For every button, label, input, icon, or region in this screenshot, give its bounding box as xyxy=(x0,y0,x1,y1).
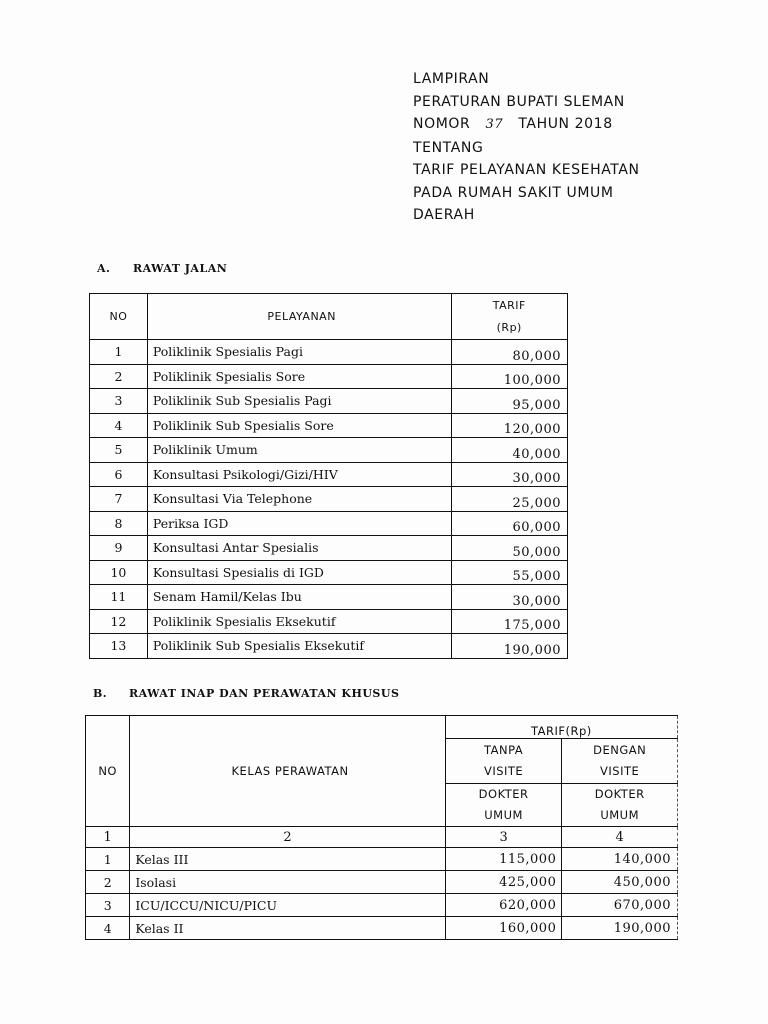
col-header-no: NO xyxy=(86,716,130,827)
row-no: 8 xyxy=(90,511,148,536)
row-service: Poliklinik Sub Spesialis Pagi xyxy=(147,389,451,414)
row-no: 7 xyxy=(90,487,148,512)
row-tarif: 190,000 xyxy=(451,634,567,659)
header-lampiran: LAMPIRAN xyxy=(413,71,490,87)
row-service: Konsultasi Psikologi/Gizi/HIV xyxy=(147,462,451,487)
table-row xyxy=(90,609,568,634)
row-no: 4 xyxy=(86,917,130,940)
row-kelas: Kelas II xyxy=(130,917,445,940)
table-header-row xyxy=(86,716,678,739)
row-no: 3 xyxy=(90,389,148,414)
row-tarif: 50,000 xyxy=(451,536,567,561)
col-header-dokter-1 xyxy=(445,784,562,827)
header-tentang: TENTANG xyxy=(413,139,484,156)
table-row xyxy=(90,511,568,536)
col-header-kelas: KELAS PERAWATAN xyxy=(130,716,445,827)
row-tarif: 80,000 xyxy=(451,340,567,365)
row-tarif: 40,000 xyxy=(451,438,567,463)
table-row xyxy=(90,364,568,389)
table-row xyxy=(90,462,568,487)
row-no: 2 xyxy=(90,364,148,389)
col-header-dengan xyxy=(562,739,678,784)
row-no: 12 xyxy=(90,609,148,634)
row-no: 4 xyxy=(90,413,148,438)
tarif-unit: (Rp) xyxy=(496,320,522,334)
dokter-label: DOKTER xyxy=(594,787,645,801)
tanpa-label: TANPA xyxy=(483,743,524,757)
header-nomor xyxy=(413,113,640,137)
row-no: 10 xyxy=(90,560,148,585)
table-row xyxy=(90,487,568,512)
section-b-name: RAWAT INAP DAN PERAWATAN KHUSUS xyxy=(129,687,400,700)
row-no: 11 xyxy=(90,585,148,610)
row-dengan-visite: 140,000 xyxy=(562,848,678,871)
row-service: Poliklinik Spesialis Sore xyxy=(147,364,451,389)
col-header-tarif xyxy=(451,294,567,340)
umum-label: UMUM xyxy=(600,808,640,822)
rawat-inap-table xyxy=(85,715,678,940)
header-subject-3: DAERAH xyxy=(413,207,475,223)
tanpa-visite-label: VISITE xyxy=(483,764,524,778)
header-subject-1: TARIF PELAYANAN KESEHATAN xyxy=(413,162,640,178)
tahun-label: TAHUN 2018 xyxy=(518,116,613,132)
row-tarif: 95,000 xyxy=(451,389,567,414)
table-header-row xyxy=(90,294,568,340)
row-service: Periksa IGD xyxy=(147,511,451,536)
header-regulation: PERATURAN BUPATI SLEMAN xyxy=(413,93,625,110)
dengan-visite-label: VISITE xyxy=(600,764,640,778)
row-tarif: 120,000 xyxy=(451,413,567,438)
table-row xyxy=(90,389,568,414)
nomor-value: 37 xyxy=(485,117,504,132)
table-row xyxy=(90,340,568,365)
row-tanpa-visite: 160,000 xyxy=(445,917,562,940)
table-row xyxy=(90,634,568,659)
column-number: 1 xyxy=(86,827,130,848)
row-service: Konsultasi Antar Spesialis xyxy=(147,536,451,561)
row-service: Konsultasi Via Telephone xyxy=(147,487,451,512)
row-kelas: Kelas III xyxy=(130,848,445,871)
row-tarif: 55,000 xyxy=(451,560,567,585)
dokter-label: DOKTER xyxy=(478,787,529,801)
row-service: Senam Hamil/Kelas Ibu xyxy=(147,585,451,610)
column-number: 2 xyxy=(130,827,445,848)
umum-label: UMUM xyxy=(484,808,523,822)
row-tarif: 25,000 xyxy=(451,487,567,512)
row-no: 5 xyxy=(90,438,148,463)
row-kelas: Isolasi xyxy=(130,871,445,894)
table-row xyxy=(86,894,678,917)
table-row xyxy=(86,917,678,940)
row-kelas: ICU/ICCU/NICU/PICU xyxy=(130,894,445,917)
row-service: Poliklinik Spesialis Eksekutif xyxy=(147,609,451,634)
row-tanpa-visite: 425,000 xyxy=(445,871,562,894)
row-tarif: 60,000 xyxy=(451,511,567,536)
row-no: 6 xyxy=(90,462,148,487)
row-no: 1 xyxy=(90,340,148,365)
table-row xyxy=(90,560,568,585)
column-number: 3 xyxy=(445,827,562,848)
row-dengan-visite: 450,000 xyxy=(562,871,678,894)
row-tarif: 175,000 xyxy=(451,609,567,634)
section-a-name: RAWAT JALAN xyxy=(133,262,228,275)
row-tarif: 30,000 xyxy=(451,585,567,610)
row-service: Poliklinik Sub Spesialis Sore xyxy=(147,413,451,438)
row-service: Poliklinik Spesialis Pagi xyxy=(147,340,451,365)
row-dengan-visite: 190,000 xyxy=(562,917,678,940)
table-row xyxy=(86,871,678,894)
col-header-tarif: TARIF(Rp) xyxy=(445,716,677,739)
nomor-label: NOMOR xyxy=(413,116,471,132)
row-service: Poliklinik Umum xyxy=(147,438,451,463)
row-tanpa-visite: 620,000 xyxy=(445,894,562,917)
tarif-label: TARIF xyxy=(492,298,526,312)
row-no: 3 xyxy=(86,894,130,917)
row-dengan-visite: 670,000 xyxy=(562,894,678,917)
table-row xyxy=(90,585,568,610)
row-tanpa-visite: 115,000 xyxy=(445,848,562,871)
col-header-dokter-2 xyxy=(562,784,678,827)
col-header-service: PELAYANAN xyxy=(147,294,451,340)
row-tarif: 30,000 xyxy=(451,462,567,487)
column-number: 4 xyxy=(562,827,678,848)
rawat-jalan-table xyxy=(89,293,568,659)
section-a-title xyxy=(97,262,227,275)
row-no: 1 xyxy=(86,848,130,871)
section-a-letter: A. xyxy=(97,262,111,275)
row-service: Konsultasi Spesialis di IGD xyxy=(147,560,451,585)
table-row xyxy=(86,848,678,871)
table-row xyxy=(90,413,568,438)
dengan-label: DENGAN xyxy=(593,743,647,757)
row-service: Poliklinik Sub Spesialis Eksekutif xyxy=(147,634,451,659)
row-no: 2 xyxy=(86,871,130,894)
col-header-no: NO xyxy=(90,294,148,340)
section-b-letter: B. xyxy=(93,687,108,700)
header-subject-2: PADA RUMAH SAKIT UMUM xyxy=(413,184,614,201)
row-no: 13 xyxy=(90,634,148,659)
table-row xyxy=(90,536,568,561)
table-row xyxy=(90,438,568,463)
row-no: 9 xyxy=(90,536,148,561)
document-header xyxy=(413,68,640,227)
column-number-row xyxy=(86,827,678,848)
row-tarif: 100,000 xyxy=(451,364,567,389)
section-b-title xyxy=(93,687,399,700)
col-header-tanpa xyxy=(445,739,562,784)
